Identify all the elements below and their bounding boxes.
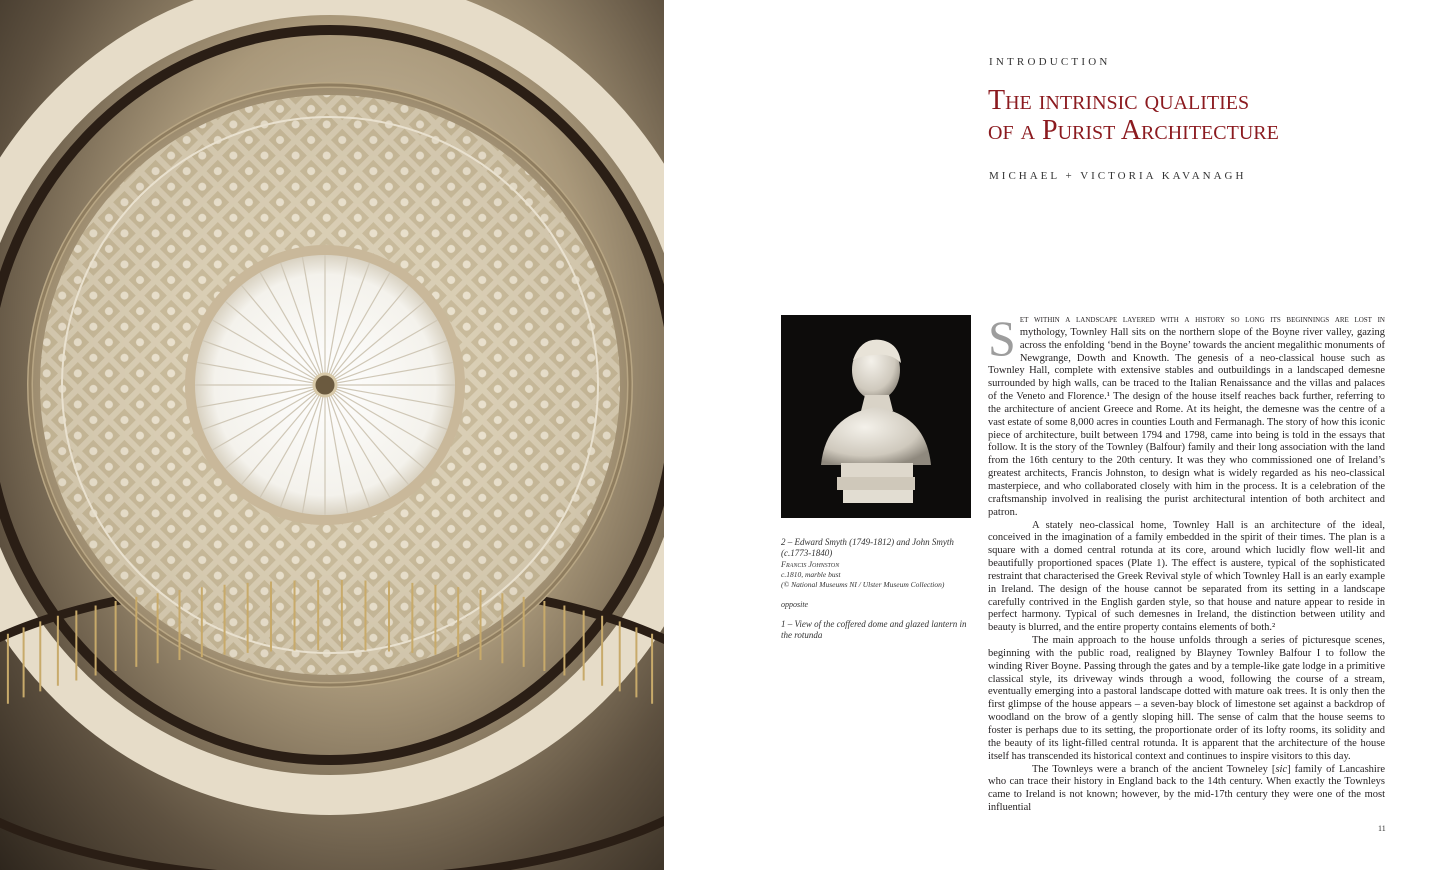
bust-illustration — [781, 315, 971, 518]
paragraph-4-start: The Townleys were a branch of the ancient Towneley [ — [1032, 763, 1276, 775]
rotunda-dome-photo — [0, 0, 664, 870]
body-text — [988, 310, 1385, 815]
text-page — [664, 0, 1445, 870]
caption-credit: (© National Museums NI / Ulster Museum Collection) — [781, 580, 945, 589]
figure-captions — [781, 537, 971, 641]
book-2 — [837, 477, 915, 490]
caption-figure-2: 2 – Edward Smyth (1749-1812) and John Smyth (c.1773-1840) — [781, 537, 954, 558]
marble-bust-photo — [781, 315, 971, 518]
chapter-title — [988, 86, 1279, 146]
chapter-title-line-2: of a Purist Architecture — [988, 115, 1279, 146]
caption-artist: Francis Johnston — [781, 560, 840, 569]
sic-italic: sic — [1275, 763, 1288, 775]
paragraph-4 — [988, 764, 1385, 815]
lantern-boss — [314, 374, 336, 396]
paragraph-1 — [988, 310, 1385, 520]
drop-cap: S — [988, 310, 1016, 366]
caption-date-medium: c.1810, marble bust — [781, 570, 841, 579]
authors: MICHAEL + VICTORIA KAVANAGH — [989, 170, 1247, 182]
paragraph-4-end: ] family of Lancashire who can trace their history in England back to the 14th century. When exactly the Townleys came to Ireland is not known; however, by the mid-17th century they were one of the most influential — [988, 763, 1385, 814]
paragraph-1-text: mythology, Townley Hall sits on the northern slope of the Boyne river valley, gazing across the enfolding ‘bend in the Boyne’ towards the ancient megalithic monuments of Newgrange, Dowth and Knowth. The genesis of a neo-classical house such as Townley Hall, complete with extensive stables and outbuildings in a landscaped demesne surrounded by high walls, can be traced to the Italian Renaissance and the villas and palaces of the Veneto and Florence.¹ The design of the house itself reaches back further, referring to the architecture of ancient Greece and Rome. At its height, the demesne was the centre of a vast estate of some 8,000 acres in counties Louth and Fermanagh. The story of how this iconic piece of architecture, built between 1794 and 1798, came into being is told in the essays that follow. It is the story of the Townley (Balfour) family and their long association with the land from the 16th century to the 20th century. It was they who commissioned one of Ireland’s greatest architects, Francis Johnston, to design what is widely regarded as his neo-classical masterpiece, and who collaborated closely with him in the process. It is a celebration of the craftsmanship involved in realising the purist architectural intention of both architect and patron. — [988, 326, 1385, 518]
lead-words: et within a landscape layered with a history so long its beginnings are lost in — [1019, 314, 1385, 325]
caption-figure-1: 1 – View of the coffered dome and glazed lantern in the rotunda — [781, 619, 967, 640]
paragraph-3: The main approach to the house unfolds through a series of picturesque scenes, beginning with the public road, realigned by Blayney Townley Balfour I to follow the winding River Boyne. Passing through the gates and by a temple-like gate lodge in a primitive classical style, its driveway winds through a wood, following the course of a stream, eventually emerging into a pastoral landscape dotted with mature oak trees. It is only then the first glimpse of the house appears – a seven-bay block of limestone set against a backdrop of woodland on the brow of a gently sloping hill. The sense of calm that the house seems to foster is perhaps due to its setting, the proportionate order of its lofty rooms, its solidity and the beauty of its light-filled central rotunda. It is apparent that the architecture of the house itself has transcended its historical context and continues to inspire visitors to this day. — [988, 635, 1385, 762]
book-3 — [843, 490, 913, 503]
page-number: 11 — [1378, 824, 1386, 833]
caption-opposite-label: opposite — [781, 600, 809, 609]
chapter-title-line-1: The intrinsic qualities — [988, 85, 1250, 116]
paragraph-2: A stately neo-classical home, Townley Hall is an architecture of the ideal, conceived in the imagination of a family embedded in the spirit of their times. The plan is a square with a domed central rotunda at its core, around which lucidly flow well-lit and beautifully proportioned spaces (Plate 1). The effect is austere, typical of the sophisticated restraint that characterised the Greek Revival style of which Townley Hall is an early example in Ireland. The design of the house cannot be separated from its setting in a landscape carefully contrived in the English garden style, so that house and nature appear to reside in perfect harmony. Typical of such demesnes in Ireland, the distinction between utility and beauty is blurred, and the entire property contains elements of both.² — [988, 519, 1385, 634]
dome-illustration — [0, 0, 664, 870]
book-1 — [841, 463, 913, 477]
section-label: INTRODUCTION — [989, 56, 1111, 68]
